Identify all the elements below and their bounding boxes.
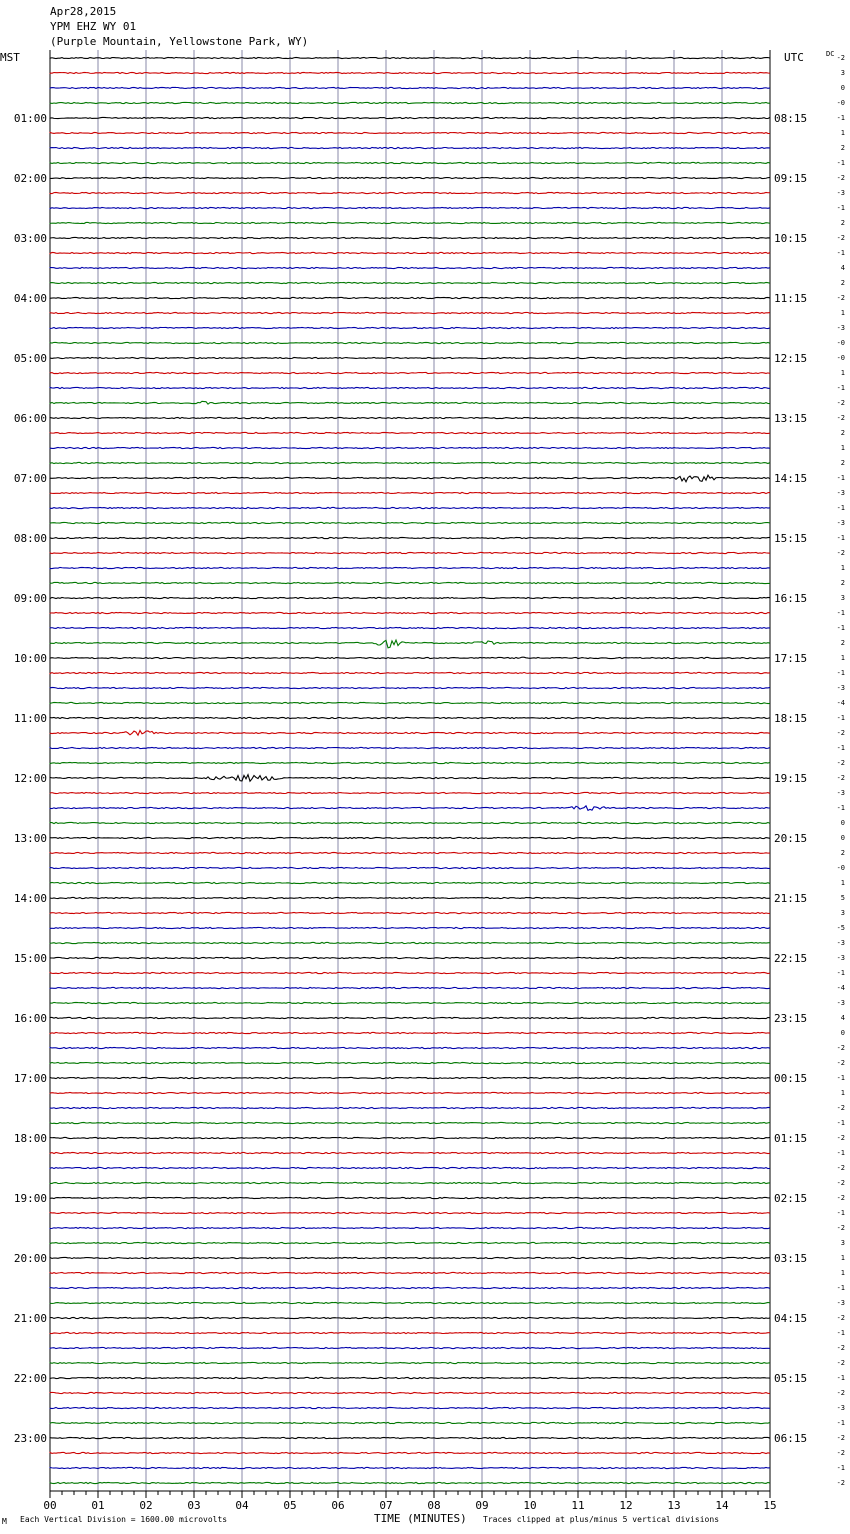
seismic-trace: [50, 792, 770, 793]
utc-hour-label: 04:15: [774, 1312, 808, 1325]
dc-offset-value: -3: [836, 324, 845, 332]
dc-offset-value: -3: [836, 684, 845, 692]
utc-hour-label: 01:15: [774, 1132, 808, 1145]
utc-hour-label: 09:15: [774, 172, 808, 185]
x-tick-label: 09: [475, 1499, 489, 1512]
mst-hour-label: 15:00: [13, 952, 47, 965]
seismic-trace: [50, 162, 770, 163]
dc-offset-value: -1: [836, 609, 845, 617]
seismic-trace: [50, 822, 770, 823]
x-tick-label: 04: [235, 1499, 249, 1512]
seismic-trace: [50, 312, 770, 313]
dc-offset-value: -3: [836, 189, 845, 197]
utc-hour-label: 22:15: [774, 952, 808, 965]
seismic-trace: [50, 57, 770, 58]
seismic-trace: [50, 897, 770, 898]
x-tick-label: 11: [571, 1499, 585, 1512]
seismic-trace: [50, 1242, 770, 1243]
seismic-trace: [50, 612, 770, 613]
seismic-trace: [50, 1482, 770, 1483]
mst-hour-label: 01:00: [13, 112, 47, 125]
seismic-trace: [50, 1017, 770, 1018]
x-tick-label: 07: [379, 1499, 393, 1512]
seismic-trace: [50, 1287, 770, 1288]
seismic-trace: [50, 1197, 770, 1198]
mst-hour-label: 13:00: [13, 832, 47, 845]
utc-label: UTC: [784, 51, 804, 64]
dc-offset-value: -1: [836, 1419, 845, 1427]
dc-offset-value: -2: [836, 1044, 845, 1052]
dc-offset-value: 3: [840, 69, 845, 77]
seismic-trace: [50, 267, 770, 268]
plot-location: (Purple Mountain, Yellowstone Park, WY): [50, 35, 309, 48]
corner-mark: M: [2, 1517, 7, 1526]
seismic-trace: [50, 1272, 770, 1273]
mst-hour-label: 06:00: [13, 412, 47, 425]
plot-date: Apr28,2015: [50, 5, 117, 18]
utc-hour-label: 12:15: [774, 352, 808, 365]
mst-hour-label: 10:00: [13, 652, 47, 665]
utc-hour-label: 10:15: [774, 232, 808, 245]
dc-offset-value: 3: [840, 1239, 845, 1247]
dc-offset-value: 2: [840, 639, 845, 647]
dc-offset-value: 1: [840, 129, 845, 137]
dc-offset-value: 2: [840, 849, 845, 857]
plot-station: YPM EHZ WY 01: [50, 20, 137, 33]
dc-offset-value: -2: [836, 1449, 845, 1457]
seismic-trace: [50, 1137, 770, 1138]
seismic-trace: [50, 1167, 770, 1168]
seismic-trace: [50, 297, 770, 298]
seismic-trace: [50, 1257, 770, 1258]
seismic-trace: [50, 282, 770, 283]
dc-offset-value: -3: [836, 1299, 845, 1307]
x-tick-label: 08: [427, 1499, 441, 1512]
seismic-trace: [50, 357, 770, 358]
seismic-trace: [50, 475, 770, 482]
seismic-trace: [50, 1182, 770, 1183]
seismic-trace: [50, 806, 770, 810]
dc-offset-value: 3: [840, 909, 845, 917]
mst-hour-label: 17:00: [13, 1072, 47, 1085]
dc-offset-value: -1: [836, 114, 845, 122]
seismic-trace: [50, 1212, 770, 1213]
dc-offset-value: -5: [836, 924, 845, 932]
seismic-trace: [50, 1122, 770, 1123]
seismic-trace: [50, 1437, 770, 1438]
dc-offset-value: -1: [836, 1149, 845, 1157]
seismic-trace: [50, 730, 770, 735]
dc-offset-value: -1: [836, 1074, 845, 1082]
dc-offset-value: 2: [840, 279, 845, 287]
dc-offset-value: -2: [836, 1179, 845, 1187]
seismic-trace: [50, 102, 770, 103]
utc-hour-label: 13:15: [774, 412, 808, 425]
mst-hour-label: 21:00: [13, 1312, 47, 1325]
dc-offset-value: 1: [840, 444, 845, 452]
seismic-trace: [50, 1347, 770, 1348]
seismic-trace: [50, 582, 770, 583]
seismic-trace: [50, 1407, 770, 1408]
dc-offset-value: -4: [836, 984, 845, 992]
dc-offset-value: -1: [836, 744, 845, 752]
seismic-trace: [50, 1422, 770, 1423]
dc-offset-value: -3: [836, 939, 845, 947]
seismic-trace: [50, 837, 770, 838]
dc-offset-value: -0: [836, 864, 845, 872]
seismic-trace: [50, 401, 770, 404]
seismic-trace: [50, 717, 770, 718]
dc-offset-value: -0: [836, 339, 845, 347]
dc-offset-value: 1: [840, 369, 845, 377]
seismic-trace: [50, 327, 770, 328]
dc-offset-value: -2: [836, 1134, 845, 1142]
utc-hour-label: 14:15: [774, 472, 808, 485]
dc-offset-value: 0: [840, 819, 845, 827]
dc-offset-value: 2: [840, 219, 845, 227]
dc-offset-value: -1: [836, 249, 845, 257]
seismic-trace: [50, 762, 770, 763]
x-tick-label: 03: [187, 1499, 201, 1512]
seismic-trace: [50, 237, 770, 238]
dc-offset-value: 1: [840, 1254, 845, 1262]
seismic-trace: [50, 132, 770, 133]
scale-note: Each Vertical Division = 1600.00 microvolts: [20, 1515, 228, 1524]
x-tick-label: 01: [91, 1499, 105, 1512]
dc-offset-value: -2: [836, 1434, 845, 1442]
dc-offset-value: 0: [840, 84, 845, 92]
seismic-trace: [50, 687, 770, 688]
dc-offset-value: -1: [836, 384, 845, 392]
seismic-trace: [50, 207, 770, 208]
seismic-trace: [50, 1077, 770, 1078]
seismic-trace: [50, 657, 770, 658]
dc-offset-value: -1: [836, 534, 845, 542]
dc-offset-value: 1: [840, 879, 845, 887]
dc-offset-value: -2: [836, 1359, 845, 1367]
seismic-trace: [50, 1392, 770, 1393]
dc-offset-value: -1: [836, 1209, 845, 1217]
dc-offset-value: 4: [840, 1014, 845, 1022]
mst-hour-label: 23:00: [13, 1432, 47, 1445]
seismic-trace: [50, 867, 770, 868]
seismic-trace: [50, 1362, 770, 1363]
seismic-trace: [50, 117, 770, 118]
utc-hour-label: 23:15: [774, 1012, 808, 1025]
seismic-trace: [50, 1332, 770, 1333]
seismic-trace: [50, 87, 770, 88]
seismic-trace: [50, 747, 770, 748]
utc-hour-label: 05:15: [774, 1372, 808, 1385]
mst-hour-label: 07:00: [13, 472, 47, 485]
mst-hour-label: 20:00: [13, 1252, 47, 1265]
mst-hour-label: 04:00: [13, 292, 47, 305]
seismic-trace: [50, 72, 770, 73]
dc-offset-value: -2: [836, 1479, 845, 1487]
utc-hour-label: 18:15: [774, 712, 808, 725]
seismic-trace: [50, 1452, 770, 1453]
dc-offset-value: 0: [840, 1029, 845, 1037]
dc-offset-value: 1: [840, 654, 845, 662]
seismic-trace: [50, 342, 770, 343]
mst-label: MST: [0, 51, 20, 64]
seismic-trace: [50, 522, 770, 523]
mst-hour-label: 19:00: [13, 1192, 47, 1205]
x-tick-label: 14: [715, 1499, 729, 1512]
dc-offset-value: -1: [836, 204, 845, 212]
seismic-trace: [50, 387, 770, 388]
dc-offset-value: -1: [836, 1464, 845, 1472]
x-tick-label: 10: [523, 1499, 537, 1512]
dc-offset-value: -2: [836, 549, 845, 557]
clip-note: Traces clipped at plus/minus 5 vertical divisions: [483, 1515, 720, 1524]
dc-offset-value: -1: [836, 669, 845, 677]
x-tick-label: 00: [43, 1499, 57, 1512]
seismic-trace: [50, 372, 770, 373]
seismic-trace: [50, 417, 770, 418]
seismic-trace: [50, 1032, 770, 1033]
seismic-trace: [50, 1092, 770, 1093]
utc-hour-label: 15:15: [774, 532, 808, 545]
dc-offset-value: 1: [840, 564, 845, 572]
seismic-trace: [50, 672, 770, 673]
dc-offset-value: -2: [836, 1104, 845, 1112]
seismic-trace: [50, 927, 770, 928]
dc-offset-value: -2: [836, 234, 845, 242]
mst-hour-label: 22:00: [13, 1372, 47, 1385]
utc-hour-label: 08:15: [774, 112, 808, 125]
dc-offset-value: -3: [836, 999, 845, 1007]
utc-hour-label: 06:15: [774, 1432, 808, 1445]
x-tick-label: 15: [763, 1499, 777, 1512]
dc-offset-value: 2: [840, 459, 845, 467]
dc-offset-value: -1: [836, 714, 845, 722]
seismic-trace: [50, 1152, 770, 1153]
x-tick-label: 13: [667, 1499, 681, 1512]
utc-hour-label: 00:15: [774, 1072, 808, 1085]
dc-offset-value: -2: [836, 399, 845, 407]
seismic-trace: [50, 1062, 770, 1063]
dc-offset-value: -2: [836, 1389, 845, 1397]
dc-offset-value: -2: [836, 414, 845, 422]
dc-offset-value: -3: [836, 789, 845, 797]
dc-offset-value: 1: [840, 1089, 845, 1097]
x-tick-label: 02: [139, 1499, 153, 1512]
seismic-trace: [50, 640, 770, 648]
dc-offset-value: -2: [836, 1194, 845, 1202]
seismic-trace: [50, 852, 770, 853]
seismic-trace: [50, 432, 770, 433]
seismic-trace: [50, 147, 770, 148]
seismic-trace: [50, 912, 770, 913]
dc-offset-value: -2: [836, 774, 845, 782]
dc-offset-value: -2: [836, 54, 845, 62]
seismic-trace: [50, 552, 770, 553]
dc-offset-value: -0: [836, 99, 845, 107]
dc-offset-value: -1: [836, 504, 845, 512]
utc-hour-label: 19:15: [774, 772, 808, 785]
dc-offset-value: -2: [836, 1314, 845, 1322]
mst-hour-label: 03:00: [13, 232, 47, 245]
dc-offset-value: 0: [840, 834, 845, 842]
seismic-trace: [50, 192, 770, 193]
seismic-trace: [50, 177, 770, 178]
seismic-trace: [50, 507, 770, 508]
dc-offset-value: -1: [836, 1119, 845, 1127]
seismic-trace: [50, 1377, 770, 1378]
dc-offset-value: 1: [840, 309, 845, 317]
dc-offset-value: 5: [840, 894, 845, 902]
seismic-trace: [50, 957, 770, 958]
dc-offset-value: -1: [836, 969, 845, 977]
dc-offset-value: -2: [836, 759, 845, 767]
seismic-trace: [50, 1002, 770, 1003]
seismic-trace: [50, 1227, 770, 1228]
utc-hour-label: 17:15: [774, 652, 808, 665]
mst-hour-label: 02:00: [13, 172, 47, 185]
seismic-trace: [50, 972, 770, 973]
dc-offset-value: 3: [840, 594, 845, 602]
dc-offset-value: 2: [840, 429, 845, 437]
dc-offset-value: -2: [836, 1059, 845, 1067]
mst-hour-label: 05:00: [13, 352, 47, 365]
utc-hour-label: 16:15: [774, 592, 808, 605]
seismic-trace: [50, 567, 770, 568]
seismic-trace: [50, 597, 770, 598]
mst-hour-label: 12:00: [13, 772, 47, 785]
seismic-trace: [50, 447, 770, 448]
seismic-trace: [50, 702, 770, 703]
dc-offset-value: -1: [836, 1329, 845, 1337]
x-axis-label: TIME (MINUTES): [374, 1512, 467, 1525]
seismic-trace: [50, 775, 770, 782]
seismic-trace: [50, 987, 770, 988]
seismic-trace: [50, 882, 770, 883]
dc-offset-value: -3: [836, 954, 845, 962]
dc-offset-value: -2: [836, 729, 845, 737]
dc-offset-value: -2: [836, 1224, 845, 1232]
seismic-trace: [50, 537, 770, 538]
seismic-trace: [50, 252, 770, 253]
mst-hour-label: 16:00: [13, 1012, 47, 1025]
utc-hour-label: 21:15: [774, 892, 808, 905]
dc-offset-value: -3: [836, 519, 845, 527]
seismic-trace: [50, 1467, 770, 1468]
mst-hour-label: 08:00: [13, 532, 47, 545]
mst-hour-label: 14:00: [13, 892, 47, 905]
dc-offset-value: -2: [836, 294, 845, 302]
dc-offset-value: -1: [836, 159, 845, 167]
mst-hour-label: 11:00: [13, 712, 47, 725]
dc-label: DC: [826, 50, 835, 58]
dc-offset-value: -3: [836, 489, 845, 497]
x-tick-label: 06: [331, 1499, 345, 1512]
seismic-trace: [50, 942, 770, 943]
dc-offset-value: 2: [840, 144, 845, 152]
seismic-trace: [50, 1317, 770, 1318]
x-tick-label: 12: [619, 1499, 633, 1512]
dc-offset-value: -2: [836, 174, 845, 182]
dc-offset-value: -0: [836, 354, 845, 362]
seismic-trace: [50, 627, 770, 628]
seismic-trace: [50, 1302, 770, 1303]
dc-offset-value: 1: [840, 1269, 845, 1277]
dc-offset-value: -1: [836, 804, 845, 812]
utc-hour-label: 03:15: [774, 1252, 808, 1265]
dc-offset-value: -1: [836, 1284, 845, 1292]
utc-hour-label: 02:15: [774, 1192, 808, 1205]
seismic-trace: [50, 492, 770, 493]
mst-hour-label: 09:00: [13, 592, 47, 605]
x-tick-label: 05: [283, 1499, 297, 1512]
dc-offset-value: -1: [836, 474, 845, 482]
dc-offset-value: -4: [836, 699, 845, 707]
mst-hour-label: 18:00: [13, 1132, 47, 1145]
utc-hour-label: 20:15: [774, 832, 808, 845]
utc-hour-label: 11:15: [774, 292, 808, 305]
dc-offset-value: -1: [836, 1374, 845, 1382]
dc-offset-value: 2: [840, 579, 845, 587]
dc-offset-value: -3: [836, 1404, 845, 1412]
seismic-trace: [50, 462, 770, 463]
dc-offset-value: -2: [836, 1164, 845, 1172]
dc-offset-value: 4: [840, 264, 845, 272]
seismic-trace: [50, 222, 770, 223]
seismic-trace: [50, 1047, 770, 1048]
dc-offset-value: -1: [836, 624, 845, 632]
dc-offset-value: -2: [836, 1344, 845, 1352]
seismic-trace: [50, 1107, 770, 1108]
